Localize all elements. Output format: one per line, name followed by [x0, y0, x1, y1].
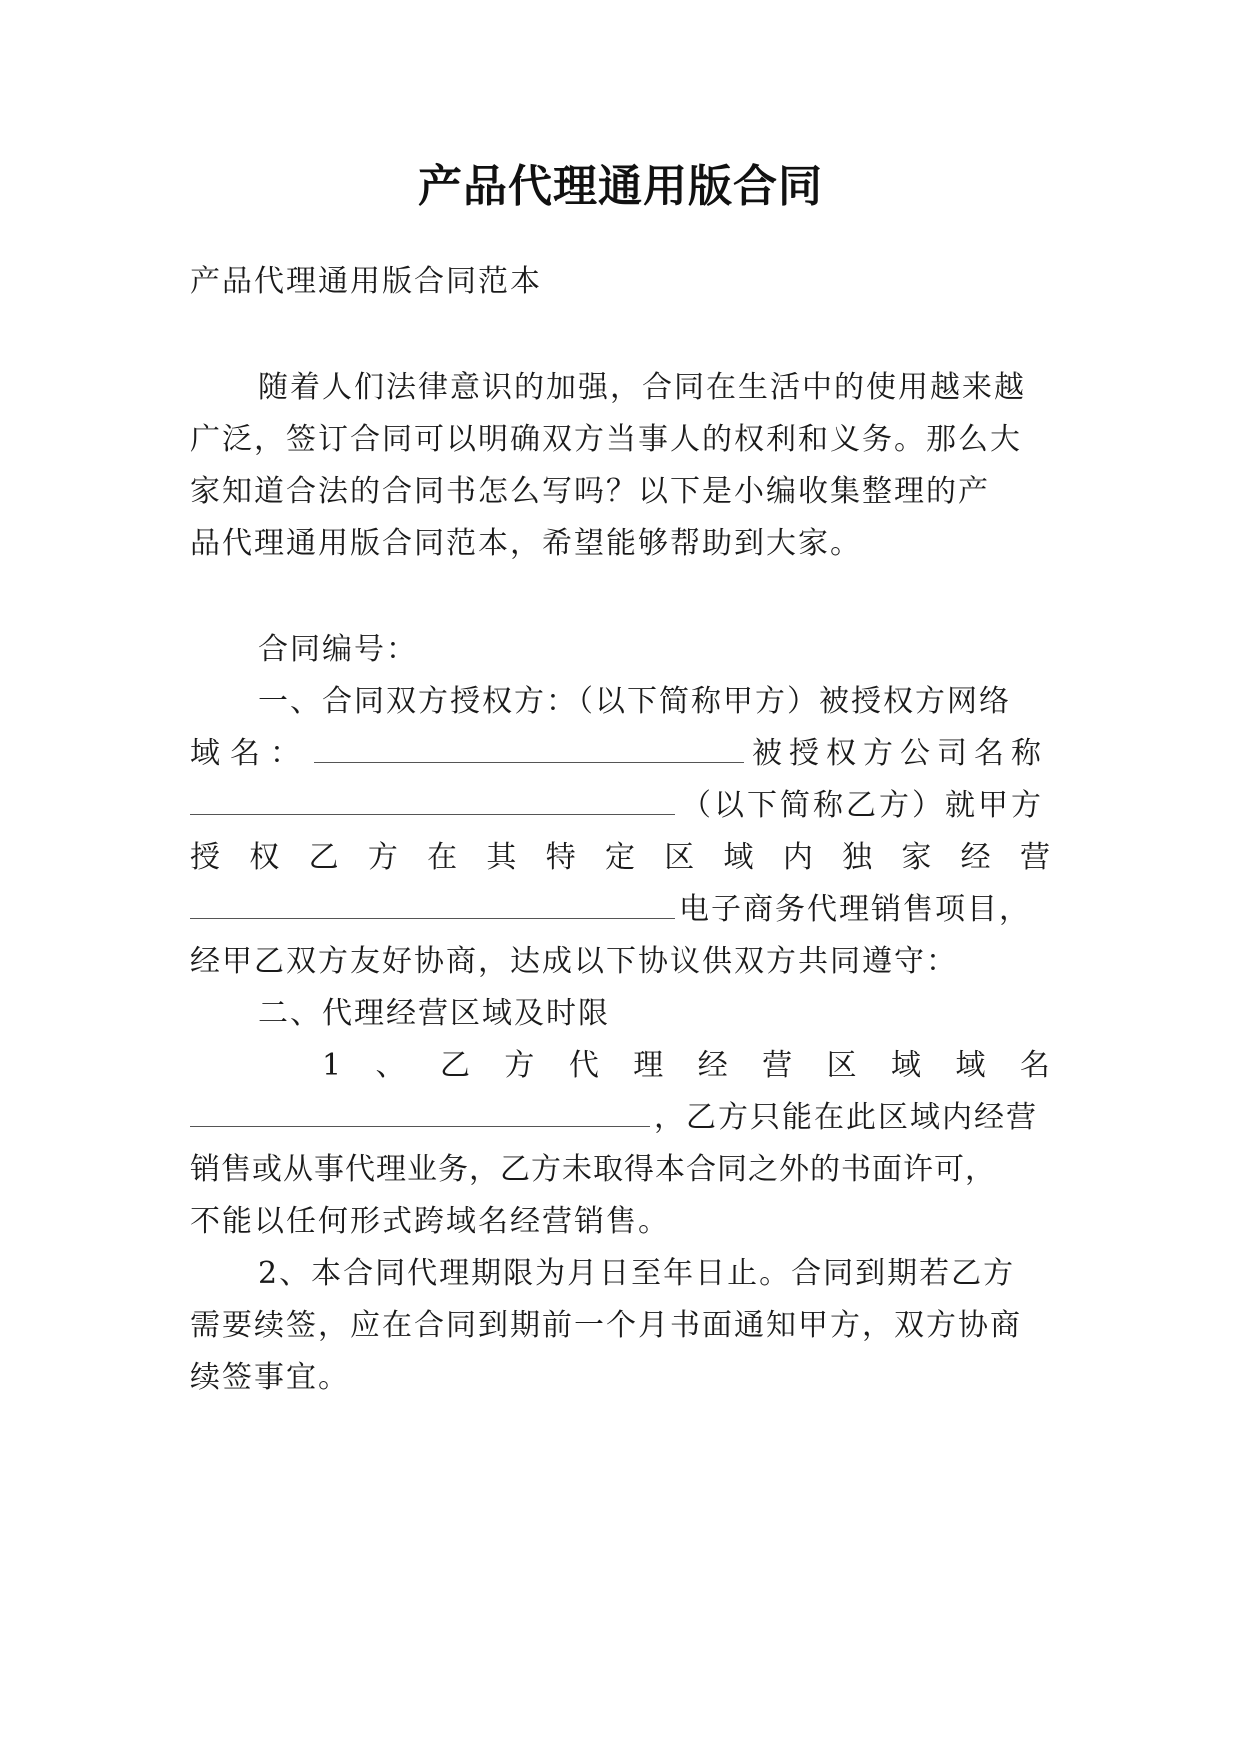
section1-line-6: 经甲乙双方友好协商，达成以下协议供双方共同遵守： — [190, 944, 958, 979]
section2-item2-line-3: 续签事宜。 — [190, 1360, 350, 1395]
licensee-company-label: 被授权方公司名称 — [752, 736, 1048, 771]
section2-item1-line-1-char: 营 — [762, 1048, 793, 1083]
section1-line-4-char: 乙 — [308, 840, 339, 875]
company-name-blank-field[interactable] — [190, 786, 675, 815]
contract-number-label: 合同编号： — [258, 632, 418, 667]
section1-line-3 — [190, 786, 1044, 826]
document-subtitle: 产品代理通用版合同范本 — [190, 264, 542, 299]
section1-line-1: 一、合同双方授权方：（以下简称甲方）被授权方网络 — [258, 684, 1011, 719]
business-blank-field[interactable] — [190, 890, 675, 919]
section1-line-4-char: 域 — [723, 840, 754, 875]
section1-line-4-char: 在 — [427, 840, 458, 875]
region-restriction-text: ，乙方只能在此区域内经营 — [654, 1100, 1038, 1135]
section1-line-4-char: 家 — [901, 840, 932, 875]
section1-line-2 — [190, 734, 1048, 774]
section2-item1-line-1-char: 方 — [504, 1048, 535, 1083]
section2-item1-line-2 — [190, 1098, 1038, 1138]
section1-line-4-char: 定 — [604, 840, 635, 875]
section2-item1-line-1-char: 代 — [568, 1048, 599, 1083]
intro-line-4: 品代理通用版合同范本，希望能够帮助到大家。 — [190, 526, 862, 561]
ecommerce-item-text: 电子商务代理销售项目， — [679, 892, 1031, 927]
section1-line-4-char: 方 — [367, 840, 398, 875]
section1-line-4-char: 其 — [486, 840, 517, 875]
section1-line-4-char: 营 — [1019, 840, 1050, 875]
section1-line-4-char: 独 — [842, 840, 873, 875]
intro-line-1: 随着人们法律意识的加强，合同在生活中的使用越来越 — [258, 370, 1026, 405]
section2-item1-line-1-char: 名 — [1019, 1048, 1050, 1083]
section2-item1-line-1 — [322, 1046, 1050, 1086]
section2-item1-line-1-char: 1 — [322, 1048, 342, 1083]
domain-label: 域名： — [190, 736, 310, 771]
section2-item1-line-1-char: 域 — [955, 1048, 986, 1083]
region-domain-blank-field[interactable] — [190, 1098, 650, 1127]
section2-item1-line-1-char: 理 — [633, 1048, 664, 1083]
domain-blank-field[interactable] — [314, 734, 744, 763]
section2-item1-line-1-char: 乙 — [439, 1048, 470, 1083]
section2-item2-line-1: 2、本合同代理期限为月日至年日止。合同到期若乙方 — [258, 1256, 1016, 1291]
section1-line-4-char: 权 — [249, 840, 280, 875]
section1-line-4-char: 授 — [190, 840, 220, 875]
section2-item2-line-2: 需要续签，应在合同到期前一个月书面通知甲方，双方协商 — [190, 1308, 1022, 1343]
section1-line-4-char: 内 — [782, 840, 813, 875]
section1-line-4-char: 经 — [960, 840, 991, 875]
section2-item1-line-4: 不能以任何形式跨域名经营销售。 — [190, 1204, 670, 1239]
section2-heading: 二、代理经营区域及时限 — [258, 996, 610, 1031]
section1-line-4-char: 区 — [664, 840, 695, 875]
section1-line-4 — [190, 838, 1050, 878]
section2-item1-line-1-char: 经 — [697, 1048, 728, 1083]
section2-item1-line-3: 销售或从事代理业务，乙方未取得本合同之外的书面许可， — [190, 1152, 996, 1187]
party-b-alias: （以下简称乙方）就甲方 — [681, 788, 1044, 823]
intro-line-3: 家知道合法的合同书怎么写吗？以下是小编收集整理的产 — [190, 474, 990, 509]
section2-item1-line-1-char: 、 — [375, 1048, 406, 1083]
section1-line-5 — [190, 890, 1031, 930]
section2-item1-line-1-char: 区 — [826, 1048, 857, 1083]
section1-line-4-char: 特 — [545, 840, 576, 875]
intro-line-2: 广泛，签订合同可以明确双方当事人的权利和义务。那么大 — [190, 422, 1022, 457]
section2-item1-line-1-char: 域 — [891, 1048, 922, 1083]
document-title: 产品代理通用版合同 — [418, 161, 823, 212]
